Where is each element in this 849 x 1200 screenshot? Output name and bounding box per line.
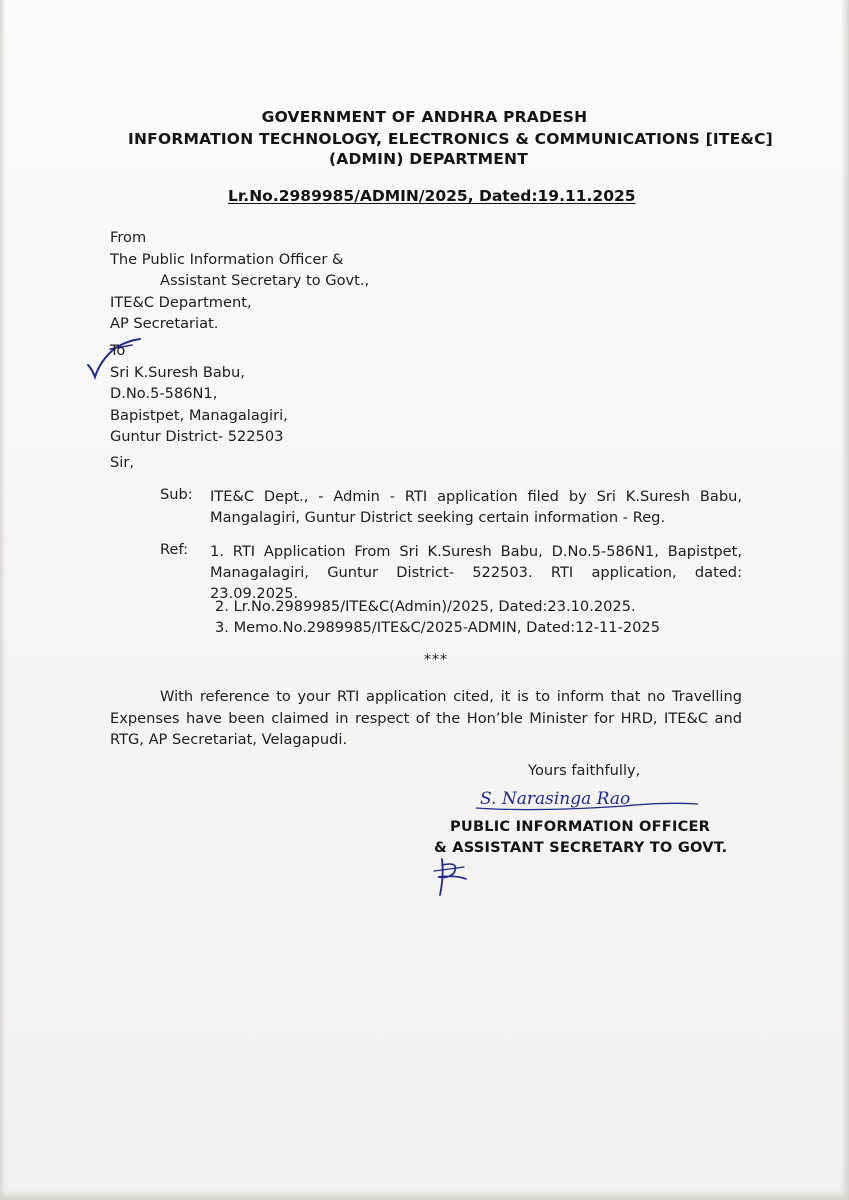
- from-label: From: [110, 229, 147, 246]
- signature-text: S. Narasinga Rao: [480, 789, 631, 809]
- letter-body: With reference to your RTI application cited, it is to inform that no Travelling Expenses have been claimed in respect of the Hon’ble Minister for HRD, ITE&C and RTG, AP Secretariat, Velagapudi.: [110, 688, 742, 748]
- signatory-title: PUBLIC INFORMATION OFFICER: [450, 818, 711, 835]
- header-government: GOVERNMENT OF ANDHRA PRADESH: [261, 108, 588, 126]
- reference-item: 3. Memo.No.2989985/ITE&C/2025-ADMIN, Dated:12-11-2025: [215, 619, 660, 636]
- closing-phrase: Yours faithfully,: [528, 762, 641, 779]
- header-admin: (ADMIN) DEPARTMENT: [329, 150, 528, 168]
- to-line: D.No.5-586N1,: [110, 385, 218, 402]
- letter-reference-number: Lr.No.2989985/ADMIN/2025, Dated:19.11.2025: [228, 187, 636, 205]
- from-line: Assistant Secretary to Govt.,: [160, 272, 370, 289]
- handwritten-initial: [430, 855, 474, 899]
- reference-item: 1. RTI Application From Sri K.Suresh Babu, D.No.5-586N1, Bapistpet, Managalagiri, Guntur District- 522503. RTI application, dated: 23.09.2025.: [210, 543, 742, 602]
- salutation: Sir,: [110, 454, 134, 471]
- to-line: Bapistpet, Managalagiri,: [110, 406, 288, 424]
- to-label: To: [110, 342, 126, 359]
- handwritten-signature: [474, 782, 704, 816]
- page-edge-bottom: [0, 1190, 849, 1200]
- from-address: [110, 227, 369, 335]
- section-separator: ***: [424, 652, 448, 668]
- signatory-designation: & ASSISTANT SECRETARY TO GOVT.: [434, 839, 728, 856]
- header-department: INFORMATION TECHNOLOGY, ELECTRONICS & COMMUNICATIONS [ITE&C]: [128, 130, 773, 148]
- reference-label: Ref:: [160, 541, 188, 558]
- from-line: ITE&C Department,: [110, 293, 252, 311]
- subject-label: Sub:: [160, 486, 193, 503]
- to-address: [110, 340, 288, 448]
- reference-item: 2. Lr.No.2989985/ITE&C(Admin)/2025, Dated:23.10.2025.: [215, 598, 636, 615]
- from-line: AP Secretariat.: [110, 315, 219, 332]
- to-line: Sri K.Suresh Babu,: [110, 363, 245, 381]
- page-edge-left: [0, 0, 6, 1200]
- to-line: Guntur District- 522503: [110, 428, 284, 445]
- subject-text: ITE&C Dept., - Admin - RTI application filed by Sri K.Suresh Babu, Mangalagiri, Guntur District seeking certain information - Reg.: [210, 488, 742, 526]
- page-edge-right: [841, 0, 849, 1200]
- from-line: The Public Information Officer &: [110, 250, 344, 268]
